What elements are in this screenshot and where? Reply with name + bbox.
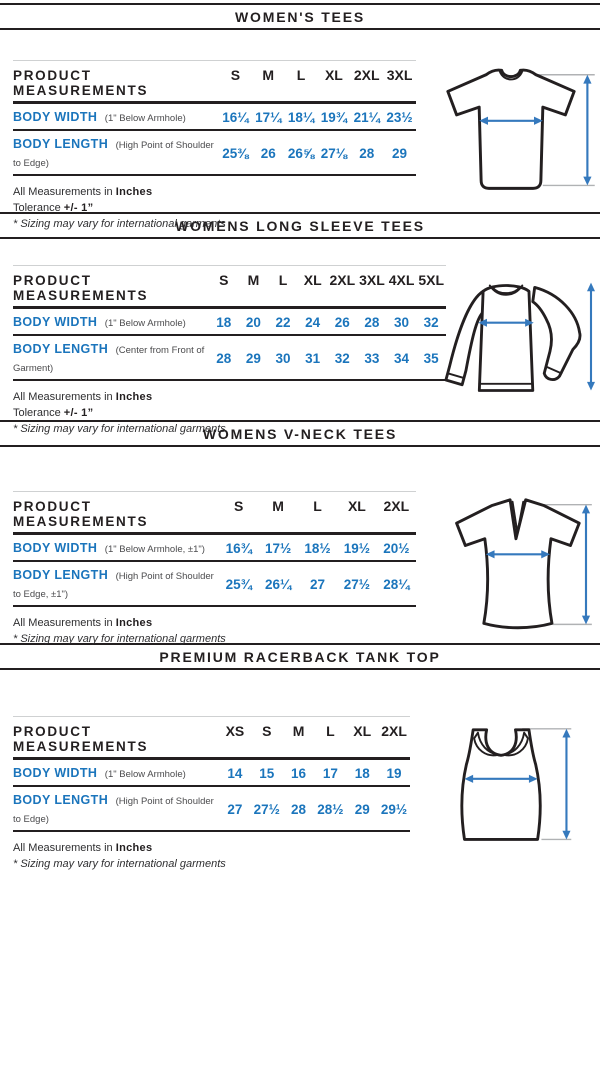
notes [13, 391, 446, 435]
long-sleeve-tee-illustration [416, 275, 598, 406]
measurement-value: 29½ [380, 801, 408, 817]
size-column-header: S [219, 272, 229, 288]
size-column-header: 4XL [388, 272, 415, 288]
measurement-value: 28¼ [383, 576, 410, 592]
size-column-header: M [292, 723, 305, 739]
body-width-row [13, 535, 416, 562]
measurement-value: 32 [334, 350, 350, 366]
row-label-wrap [13, 340, 209, 376]
row-note: (High Point of Shoulder to Edge) [13, 140, 214, 169]
size-column-header: L [326, 723, 335, 739]
row-label: BODY WIDTH [13, 110, 98, 124]
note-line: All Measurements in Inches [13, 391, 153, 403]
size-column-header: 2XL [381, 723, 407, 739]
size-column-header: 2XL [329, 272, 356, 288]
measurement-value: 27 [310, 576, 326, 592]
measurement-value: 19½ [343, 540, 371, 556]
row-label: BODY LENGTH [13, 342, 109, 356]
measurement-value: 16¼ [222, 109, 249, 125]
size-column-header: M [262, 67, 275, 83]
measurement-value: 30 [394, 314, 410, 330]
value-cells [219, 766, 410, 781]
measurement-value: 28 [359, 145, 375, 161]
size-header-cells [219, 498, 416, 514]
note-line: All Measurements in Inches [13, 186, 153, 198]
row-label-wrap [13, 108, 219, 126]
length-arrow [583, 75, 591, 186]
measurement-value: 17¼ [255, 109, 282, 125]
measurement-value: 19 [386, 765, 402, 781]
measurement-value: 29 [354, 801, 370, 817]
garment-outline [448, 70, 574, 188]
row-label-wrap [13, 539, 219, 557]
measurement-value: 33 [364, 350, 380, 366]
measurement-value: 35 [423, 350, 439, 366]
v-neck-tee-illustration [432, 493, 596, 642]
short-sleeve-tee-illustration [424, 64, 598, 211]
size-column-header: S [234, 498, 244, 514]
note-line: Tolerance +/- 1” [13, 407, 94, 419]
notes [13, 617, 416, 645]
notes [13, 842, 410, 870]
measurement-value: 28 [216, 350, 232, 366]
measurement-value: 31 [305, 350, 321, 366]
row-note: (1" Below Armhole) [104, 113, 186, 124]
measurement-value: 17 [322, 765, 338, 781]
value-cells [209, 315, 446, 330]
size-column-header: S [262, 723, 272, 739]
measurement-table [13, 491, 416, 645]
size-column-header: L [313, 498, 322, 514]
v-neck-drawing [432, 493, 596, 637]
section-title: WOMEN'S TEES [0, 3, 600, 30]
measurement-table [13, 716, 410, 870]
measurement-value: 26 [260, 145, 276, 161]
table-header-label: PRODUCT MEASUREMENTS [13, 724, 149, 754]
measurement-value: 18 [216, 314, 232, 330]
row-label: BODY LENGTH [13, 793, 109, 807]
measurement-value: 16 [291, 765, 307, 781]
measurement-value: 23½ [386, 109, 413, 125]
size-column-header: XL [353, 723, 372, 739]
measurement-value: 28½ [317, 801, 344, 817]
table-header-label: PRODUCT MEASUREMENTS [13, 273, 149, 303]
measurement-value: 26¼ [264, 576, 292, 592]
notes [13, 186, 416, 230]
measurement-value: 32 [423, 314, 439, 330]
section-v-neck-tees [0, 420, 600, 643]
section-content [0, 491, 600, 643]
body-length-row [13, 131, 416, 176]
measurement-value: 14 [227, 765, 243, 781]
size-column-header: M [247, 272, 260, 288]
racerback-tank-illustration [426, 724, 578, 856]
row-note: (Center from Front of Garment) [13, 345, 205, 374]
row-note: (1" Below Armhole, ±1") [104, 544, 205, 555]
measurement-value: 20½ [383, 540, 410, 556]
measurement-value: 30 [275, 350, 291, 366]
tank-drawing [426, 724, 578, 851]
right-sleeve [533, 287, 580, 379]
note-line: All Measurements in Inches [13, 617, 153, 629]
measurement-value: 16¾ [225, 540, 252, 556]
table-header-label: PRODUCT MEASUREMENTS [13, 499, 149, 529]
measurement-value: 26 [334, 314, 350, 330]
row-label: BODY WIDTH [13, 315, 98, 329]
measurement-value: 21¼ [353, 109, 380, 125]
tee-drawing [424, 64, 598, 206]
size-column-header: 5XL [418, 272, 445, 288]
row-label-wrap [13, 764, 219, 782]
measurement-value: 27 [227, 801, 243, 817]
section-title: WOMENS LONG SLEEVE TEES [0, 212, 600, 239]
body-width-row [13, 309, 446, 336]
size-column-header: XL [303, 272, 322, 288]
body-width-row [13, 760, 410, 787]
measurement-value: 20 [245, 314, 261, 330]
body-length-row [13, 562, 416, 607]
section-content [0, 716, 600, 1070]
measurement-value: 24 [305, 314, 321, 330]
row-note: (High Point of Shoulder to Edge) [13, 796, 214, 825]
value-cells [219, 110, 416, 125]
measurement-value: 25¾ [225, 576, 252, 592]
measurement-value: 29 [392, 145, 408, 161]
measurement-value: 18 [354, 765, 370, 781]
row-label-wrap [13, 135, 219, 171]
measurement-value: 27½ [253, 801, 280, 817]
garment-outline [462, 730, 540, 840]
garment-outline [479, 286, 532, 391]
note-line: * Sizing may vary for international garments [13, 218, 226, 230]
measurement-value: 28 [291, 801, 307, 817]
row-label-wrap [13, 791, 219, 827]
row-label: BODY LENGTH [13, 568, 109, 582]
note-line: * Sizing may vary for international garments [13, 633, 226, 645]
measurement-value: 18½ [304, 540, 331, 556]
note-line: All Measurements in Inches [13, 842, 153, 854]
section-racerback-tank [0, 643, 600, 1070]
value-cells [219, 802, 410, 817]
measurement-value: 18¼ [287, 109, 315, 125]
body-length-row [13, 336, 446, 381]
garment-outline [457, 500, 580, 628]
value-cells [219, 577, 416, 592]
table-header-row [13, 491, 416, 535]
measurement-value: 29 [245, 350, 261, 366]
length-arrow [587, 283, 595, 391]
note-line: * Sizing may vary for international garments [13, 858, 226, 870]
measurement-value: 26⅝ [287, 145, 315, 161]
long-sleeve-drawing [416, 275, 598, 401]
length-arrow [562, 729, 570, 840]
row-note: (1" Below Armhole) [104, 769, 186, 780]
row-label: BODY LENGTH [13, 137, 109, 151]
measurement-value: 27⅛ [320, 145, 348, 161]
measurement-value: 19¾ [320, 109, 348, 125]
table-header-row [13, 60, 416, 104]
left-sleeve [446, 291, 483, 385]
measurement-value: 27½ [343, 576, 371, 592]
note-line: * Sizing may vary for international garments [13, 423, 226, 435]
value-cells [209, 351, 446, 366]
size-column-header: 2XL [383, 498, 410, 514]
body-length-row [13, 787, 410, 832]
table-header-label: PRODUCT MEASUREMENTS [13, 68, 149, 98]
length-arrow [582, 505, 590, 625]
section-title: PREMIUM RACERBACK TANK TOP [0, 643, 600, 670]
size-header-cells [219, 723, 410, 739]
value-cells [219, 541, 416, 556]
section-title: WOMENS V-NECK TEES [0, 420, 600, 447]
size-column-header: XL [324, 67, 343, 83]
body-width-row [13, 104, 416, 131]
size-column-header: XS [225, 723, 245, 739]
measurement-value: 25⅜ [222, 145, 249, 161]
size-column-header: 3XL [386, 67, 413, 83]
row-note: (1" Below Armhole) [104, 318, 186, 329]
size-column-header: XL [347, 498, 366, 514]
table-header-row [13, 716, 410, 760]
table-header-row [13, 265, 446, 309]
row-label-wrap [13, 313, 209, 331]
measurement-value: 15 [259, 765, 275, 781]
measurement-table [13, 60, 416, 230]
size-header-cells [209, 272, 446, 288]
row-note: (High Point of Shoulder to Edge, ±1") [13, 571, 214, 600]
size-column-header: M [272, 498, 284, 514]
size-header-cells [219, 67, 416, 83]
measurement-table [13, 265, 446, 435]
measurement-value: 34 [394, 350, 410, 366]
measurement-value: 17½ [264, 540, 292, 556]
size-column-header: S [230, 67, 241, 83]
value-cells [219, 146, 416, 161]
measurement-value: 28 [364, 314, 380, 330]
measurement-value: 22 [275, 314, 291, 330]
row-label: BODY WIDTH [13, 541, 98, 555]
row-label-wrap [13, 566, 219, 602]
note-line: Tolerance +/- 1” [13, 202, 94, 214]
size-column-header: L [278, 272, 288, 288]
size-column-header: L [296, 67, 306, 83]
row-label: BODY WIDTH [13, 766, 98, 780]
size-column-header: 2XL [353, 67, 380, 83]
size-column-header: 3XL [359, 272, 385, 288]
